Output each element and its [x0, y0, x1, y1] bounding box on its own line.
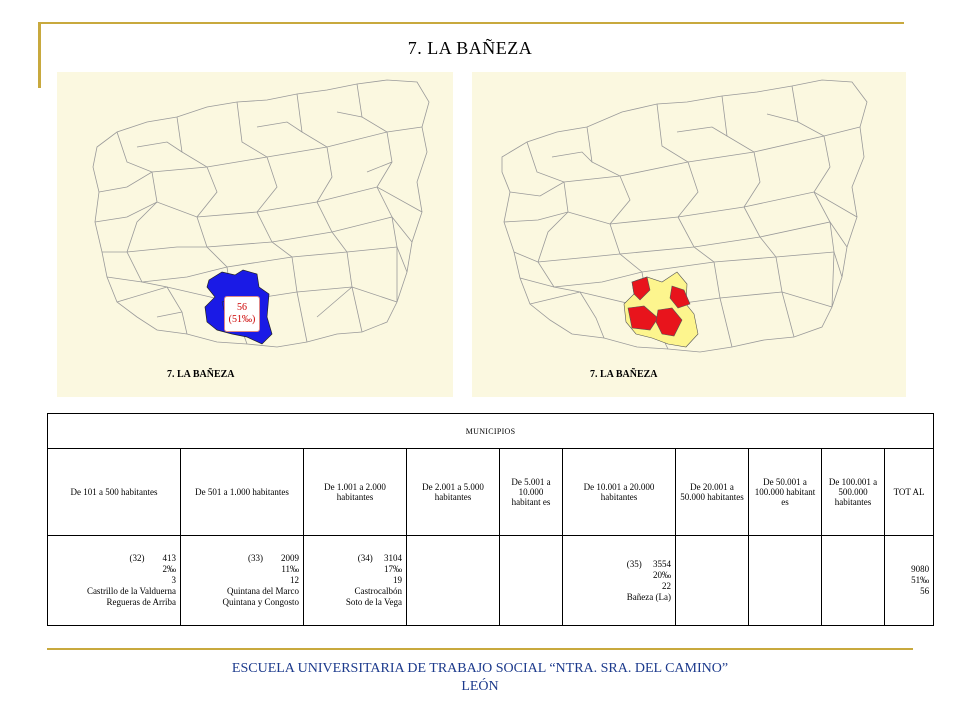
- cell-line: 51‰: [911, 575, 930, 585]
- table-cell: [407, 536, 500, 626]
- page-title: 7. LA BAÑEZA: [407, 38, 533, 58]
- column-header: De 501 a 1.000 habitantes: [181, 449, 304, 536]
- column-header: De 101 a 500 habitantes: [48, 449, 181, 536]
- map-left-caption: 7. LA BAÑEZA: [167, 369, 235, 380]
- cell-line: 12: [290, 575, 299, 585]
- column-header: De 10.001 a 20.000 habitantes: [563, 449, 676, 536]
- table-cell: [48, 536, 181, 626]
- cell-line: (34) 3104: [357, 553, 402, 563]
- table-cell: [885, 536, 934, 626]
- table-cell: [676, 536, 749, 626]
- footer: [0, 660, 960, 696]
- cell-line: 19: [393, 575, 402, 585]
- footer-city: LEÓN: [461, 679, 499, 694]
- cell-line: Regueras de Arriba: [106, 597, 176, 607]
- cell-line: Bañeza (La): [626, 591, 671, 602]
- table-cell: [822, 536, 885, 626]
- frame-left-line: [38, 22, 41, 88]
- map-right-caption: 7. LA BAÑEZA: [590, 369, 658, 380]
- frame-top-line: [40, 22, 904, 24]
- cell-line: 20‰: [653, 569, 671, 580]
- cell-line: Quintana del Marco: [227, 586, 299, 596]
- footer-institution: ESCUELA UNIVERSITARIA DE TRABAJO SOCIAL “NTRA. SRA. DEL CAMINO”: [231, 661, 729, 676]
- cell-line: 17‰: [384, 564, 402, 574]
- cell-line: 3: [171, 575, 176, 585]
- map-callout: [224, 296, 260, 332]
- column-header: De 1.001 a 2.000 habitantes: [304, 449, 407, 536]
- cell-line: Quintana y Congosto: [222, 597, 299, 607]
- table-cell: [563, 536, 676, 626]
- column-header: De 5.001 a 10.000 habitant es: [500, 449, 563, 536]
- table-header: MUNICIPIOS: [48, 414, 934, 449]
- map-left-svg: [57, 72, 453, 397]
- table-cell: [304, 536, 407, 626]
- table-cell: [749, 536, 822, 626]
- footer-divider: [47, 648, 913, 650]
- map-right-svg: [472, 72, 906, 397]
- map-right: [472, 72, 906, 397]
- cell-line: (35) 3554: [626, 558, 671, 569]
- cell-line: Soto de la Vega: [345, 597, 402, 607]
- callout-share: (51‰): [228, 314, 256, 325]
- column-header: De 50.001 a 100.000 habitant es: [749, 449, 822, 536]
- callout-count: 56: [237, 302, 247, 313]
- cell-line: 22: [662, 580, 671, 591]
- cell-line: 9080: [911, 564, 930, 574]
- municipios-table: [47, 413, 934, 626]
- cell-line: (32) 413: [129, 553, 176, 563]
- column-header: De 100.001 a 500.000 habitantes: [822, 449, 885, 536]
- cell-line: 11‰: [281, 564, 299, 574]
- cell-line: Castrocalbón: [354, 586, 402, 596]
- cell-line: 2‰: [162, 564, 176, 574]
- cell-line: Castrillo de la Valduerna: [86, 586, 176, 596]
- table-cell: [500, 536, 563, 626]
- map-left: [57, 72, 453, 397]
- column-header: De 2.001 a 5.000 habitantes: [407, 449, 500, 536]
- column-header: TOT AL: [885, 449, 934, 536]
- cell-line: (33) 2009: [248, 553, 299, 563]
- cell-line: 56: [920, 586, 930, 596]
- table-cell: [181, 536, 304, 626]
- column-header: De 20.001 a 50.000 habitantes: [676, 449, 749, 536]
